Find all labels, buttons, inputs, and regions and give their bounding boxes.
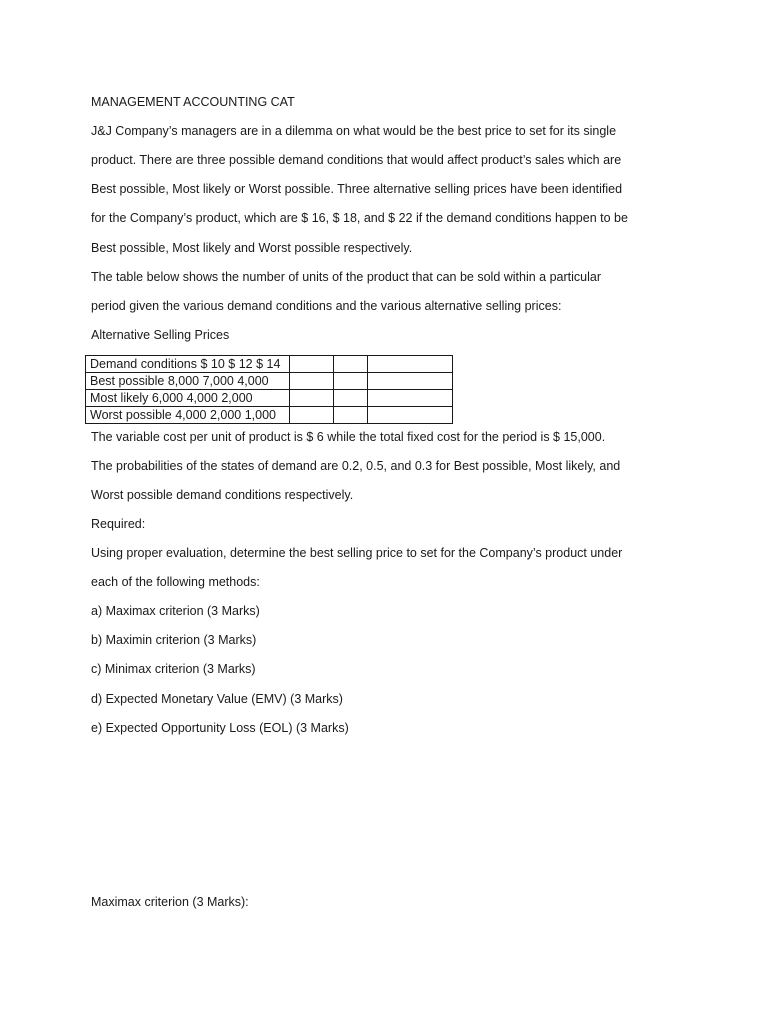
table-cell: [334, 356, 368, 373]
table-cell: [290, 407, 334, 424]
table-cell: [334, 407, 368, 424]
table-cell: [290, 373, 334, 390]
table-cell: [334, 373, 368, 390]
intro-line: The table below shows the number of units of the product that can be sold within a particular: [91, 270, 602, 284]
question-item: a) Maximax criterion (3 Marks): [91, 604, 260, 618]
intro-line: for the Company’s product, which are $ 16, $ 18, and $ 22 if the demand conditions happen to be: [91, 211, 628, 225]
table-cell: [290, 390, 334, 407]
required-heading: Required:: [91, 517, 146, 531]
question-item: d) Expected Monetary Value (EMV) (3 Marks): [91, 692, 343, 706]
table-cell: [368, 390, 453, 407]
table-cell: [368, 373, 453, 390]
question-item: e) Expected Opportunity Loss (EOL) (3 Marks): [91, 721, 349, 735]
body-line: The variable cost per unit of product is $ 6 while the total fixed cost for the period is $ 15,000.: [91, 430, 606, 444]
table-row: [86, 373, 453, 390]
question-item: b) Maximin criterion (3 Marks): [91, 633, 257, 647]
question-item: c) Minimax criterion (3 Marks): [91, 662, 256, 676]
intro-line: product. There are three possible demand conditions that would affect product’s sales which are: [91, 153, 622, 167]
table-cell: Worst possible 4,000 2,000 1,000: [86, 407, 290, 424]
body-line: each of the following methods:: [91, 575, 260, 589]
table-cell: Best possible 8,000 7,000 4,000: [86, 373, 290, 390]
table-cell: [368, 356, 453, 373]
document-title: MANAGEMENT ACCOUNTING CAT: [91, 95, 295, 109]
body-line: Using proper evaluation, determine the best selling price to set for the Company’s product under: [91, 546, 623, 560]
table-row: [86, 407, 453, 424]
intro-line: Best possible, Most likely and Worst possible respectively.: [91, 241, 413, 255]
table-cell: Demand conditions $ 10 $ 12 $ 14: [86, 356, 290, 373]
table-row: [86, 356, 453, 373]
table-cell: Most likely 6,000 4,000 2,000: [86, 390, 290, 407]
table-cell: [290, 356, 334, 373]
intro-line: Best possible, Most likely or Worst possible. Three alternative selling prices have been identified: [91, 182, 623, 196]
table-cell: [368, 407, 453, 424]
units-sold-table: [85, 355, 453, 424]
table-caption: Alternative Selling Prices: [91, 328, 230, 342]
body-line: The probabilities of the states of demand are 0.2, 0.5, and 0.3 for Best possible, Most likely, and: [91, 459, 621, 473]
table-cell: [334, 390, 368, 407]
answer-heading: Maximax criterion (3 Marks):: [91, 895, 249, 909]
intro-line: period given the various demand conditions and the various alternative selling prices:: [91, 299, 562, 313]
intro-line: J&J Company’s managers are in a dilemma on what would be the best price to set for its single: [91, 124, 617, 138]
table-row: [86, 390, 453, 407]
body-line: Worst possible demand conditions respectively.: [91, 488, 354, 502]
